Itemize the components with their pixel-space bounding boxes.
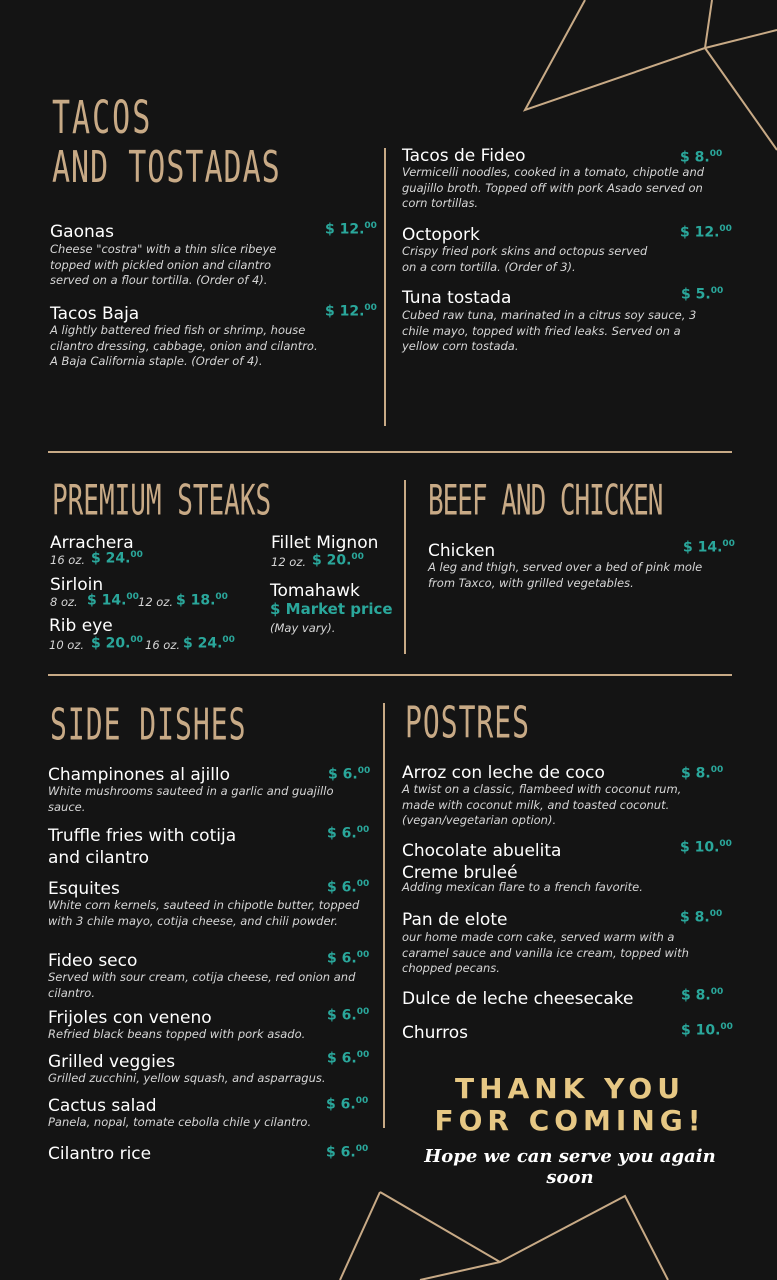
steak-price: $ 14.00 (87, 592, 139, 609)
menu-item-price: $ 12.00 (680, 224, 732, 241)
menu-item-price: $ 6.00 (327, 1050, 370, 1067)
steak-market-price: $ Market price (270, 600, 393, 618)
steak-name: Tomahawk (270, 581, 360, 601)
menu-item-price: $ 6.00 (327, 950, 370, 967)
menu-item-name: Frijoles con veneno (48, 1008, 212, 1028)
column-divider (404, 480, 406, 654)
menu-item-name: Arroz con leche de coco (402, 763, 605, 783)
tacos-heading-line2: AND TOSTADAS (52, 142, 281, 194)
steak-weight: 12 oz. (138, 595, 174, 609)
steak-weight: 8 oz. (50, 595, 78, 609)
menu-item-price: $ 10.00 (680, 839, 732, 856)
menu-item-desc: A twist on a classic, flambeed with coconut rum, made with coconut milk, and toasted coconut. (vegan/vegetarian option). (402, 782, 682, 827)
menu-item-name: Gaonas (50, 222, 115, 242)
menu-item-name: Dulce de leche cheesecake (402, 989, 634, 1009)
section-divider (48, 451, 732, 453)
menu-item-desc: Served with sour cream, cotija cheese, red onion and cilantro. (48, 970, 356, 1000)
menu-item-name: Chicken (428, 541, 496, 561)
steak-weight: 12 oz. (271, 555, 307, 569)
menu-item-desc: Panela, nopal, tomate cebolla chile y cilantro. (48, 1115, 312, 1129)
menu-item-desc: A lightly battered fried fish or shrimp, house cilantro dressing, cabbage, onion and cilantro. A Baja California staple. (Order of 4). (50, 323, 318, 368)
column-divider (383, 703, 385, 1128)
menu-item-desc: White corn kernels, sauteed in chipotle butter, topped with 3 chile mayo, cotija cheese, and chili powder. (48, 898, 360, 928)
menu-item-name: Tacos de Fideo (402, 146, 526, 166)
menu-item-price: $ 8.00 (680, 909, 723, 926)
menu-item-price: $ 6.00 (327, 879, 370, 896)
menu-item-desc: White mushrooms sauteed in a garlic and guajillo sauce. (48, 784, 334, 814)
menu-item-desc: A leg and thigh, served over a bed of pink mole from Taxco, with grilled vegetables. (428, 560, 703, 590)
tacos-heading-line1: TACOS (52, 92, 153, 145)
thank-you-line2: FOR COMING! (434, 1104, 706, 1137)
menu-item-name: Esquites (48, 879, 120, 899)
sides-heading: SIDE DISHES (50, 699, 247, 751)
beef-heading: BEEF AND CHICKEN (428, 477, 663, 526)
menu-item-name: Chocolate abuelita Creme bruleé (402, 841, 562, 883)
menu-item-name: Champinones al ajillo (48, 765, 231, 785)
menu-item-price: $ 12.00 (325, 303, 377, 320)
steak-note: (May vary). (270, 621, 336, 635)
menu-item-price: $ 6.00 (327, 825, 370, 842)
steak-name: Arrachera (50, 533, 134, 553)
menu-item-price: $ 8.00 (680, 149, 723, 166)
menu-item-name: Octopork (402, 225, 480, 245)
column-divider (384, 148, 386, 426)
section-divider (48, 674, 732, 676)
menu-item-price: $ 6.00 (327, 1007, 370, 1024)
menu-item-price: $ 6.00 (328, 766, 371, 783)
menu-item-desc: Adding mexican flare to a french favorite. (402, 880, 643, 894)
menu-item-price: $ 8.00 (681, 765, 724, 782)
menu-item-name: Fideo seco (48, 951, 138, 971)
menu-item-price: $ 10.00 (681, 1022, 733, 1039)
menu-item-price: $ 14.00 (683, 539, 735, 556)
steak-price: $ 24.00 (183, 635, 235, 652)
menu-item-name: Tuna tostada (402, 288, 512, 308)
menu-item-price: $ 5.00 (681, 286, 724, 303)
menu-item-desc: Grilled zucchini, yellow squash, and asparragus. (48, 1071, 326, 1085)
steak-price: $ 20.00 (91, 635, 143, 652)
steak-name: Fillet Mignon (271, 533, 379, 553)
postres-heading: POSTRES (405, 697, 531, 749)
menu-item-price: $ 6.00 (326, 1144, 369, 1161)
menu-item-desc: our home made corn cake, served warm with a caramel sauce and vanilla ice cream, topped with chopped pecans. (402, 930, 689, 975)
steaks-heading: PREMIUM STEAKS (52, 477, 272, 526)
menu-item-desc: Crispy fried pork skins and octopus served on a corn tortilla. (Order of 3). (402, 244, 648, 274)
hope-message: Hope we can serve you again soon (424, 1146, 716, 1188)
menu-item-name: Cilantro rice (48, 1144, 152, 1164)
steak-price: $ 18.00 (176, 592, 228, 609)
menu-item-name: Churros (402, 1023, 468, 1043)
menu-item-name: Cactus salad (48, 1096, 157, 1116)
menu-item-desc: Vermicelli noodles, cooked in a tomato, chipotle and guajillo broth. Topped off with pork Asado served on corn tortillas. (402, 165, 705, 210)
steak-weight: 16 oz. (145, 638, 181, 652)
steak-weight: 10 oz. (49, 638, 85, 652)
steak-name: Sirloin (50, 575, 104, 595)
menu-item-name: Pan de elote (402, 910, 508, 930)
menu-item-desc: Refried black beans topped with pork asado. (48, 1027, 306, 1041)
menu-item-name: Tacos Baja (50, 304, 140, 324)
menu-item-price: $ 6.00 (326, 1096, 369, 1113)
steak-price: $ 24.00 (91, 550, 143, 567)
steak-price: $ 20.00 (312, 552, 364, 569)
steak-weight: 16 oz. (50, 553, 86, 567)
steak-name: Rib eye (49, 616, 113, 636)
menu-item-desc: Cubed raw tuna, marinated in a citrus soy sauce, 3 chile mayo, topped with fried leaks. Served on a yellow corn tostada. (402, 308, 697, 353)
menu-item-name: Grilled veggies (48, 1052, 176, 1072)
menu-item-price: $ 12.00 (325, 221, 377, 238)
thank-you-line1: THANK YOU (455, 1072, 685, 1105)
menu-item-price: $ 8.00 (681, 987, 724, 1004)
menu-item-desc: Cheese "costra" with a thin slice ribeye topped with pickled onion and cilantro served on a flour tortilla. (Order of 4). (50, 242, 277, 287)
menu-item-name: Truffle fries with cotija and cilantro (48, 826, 237, 868)
